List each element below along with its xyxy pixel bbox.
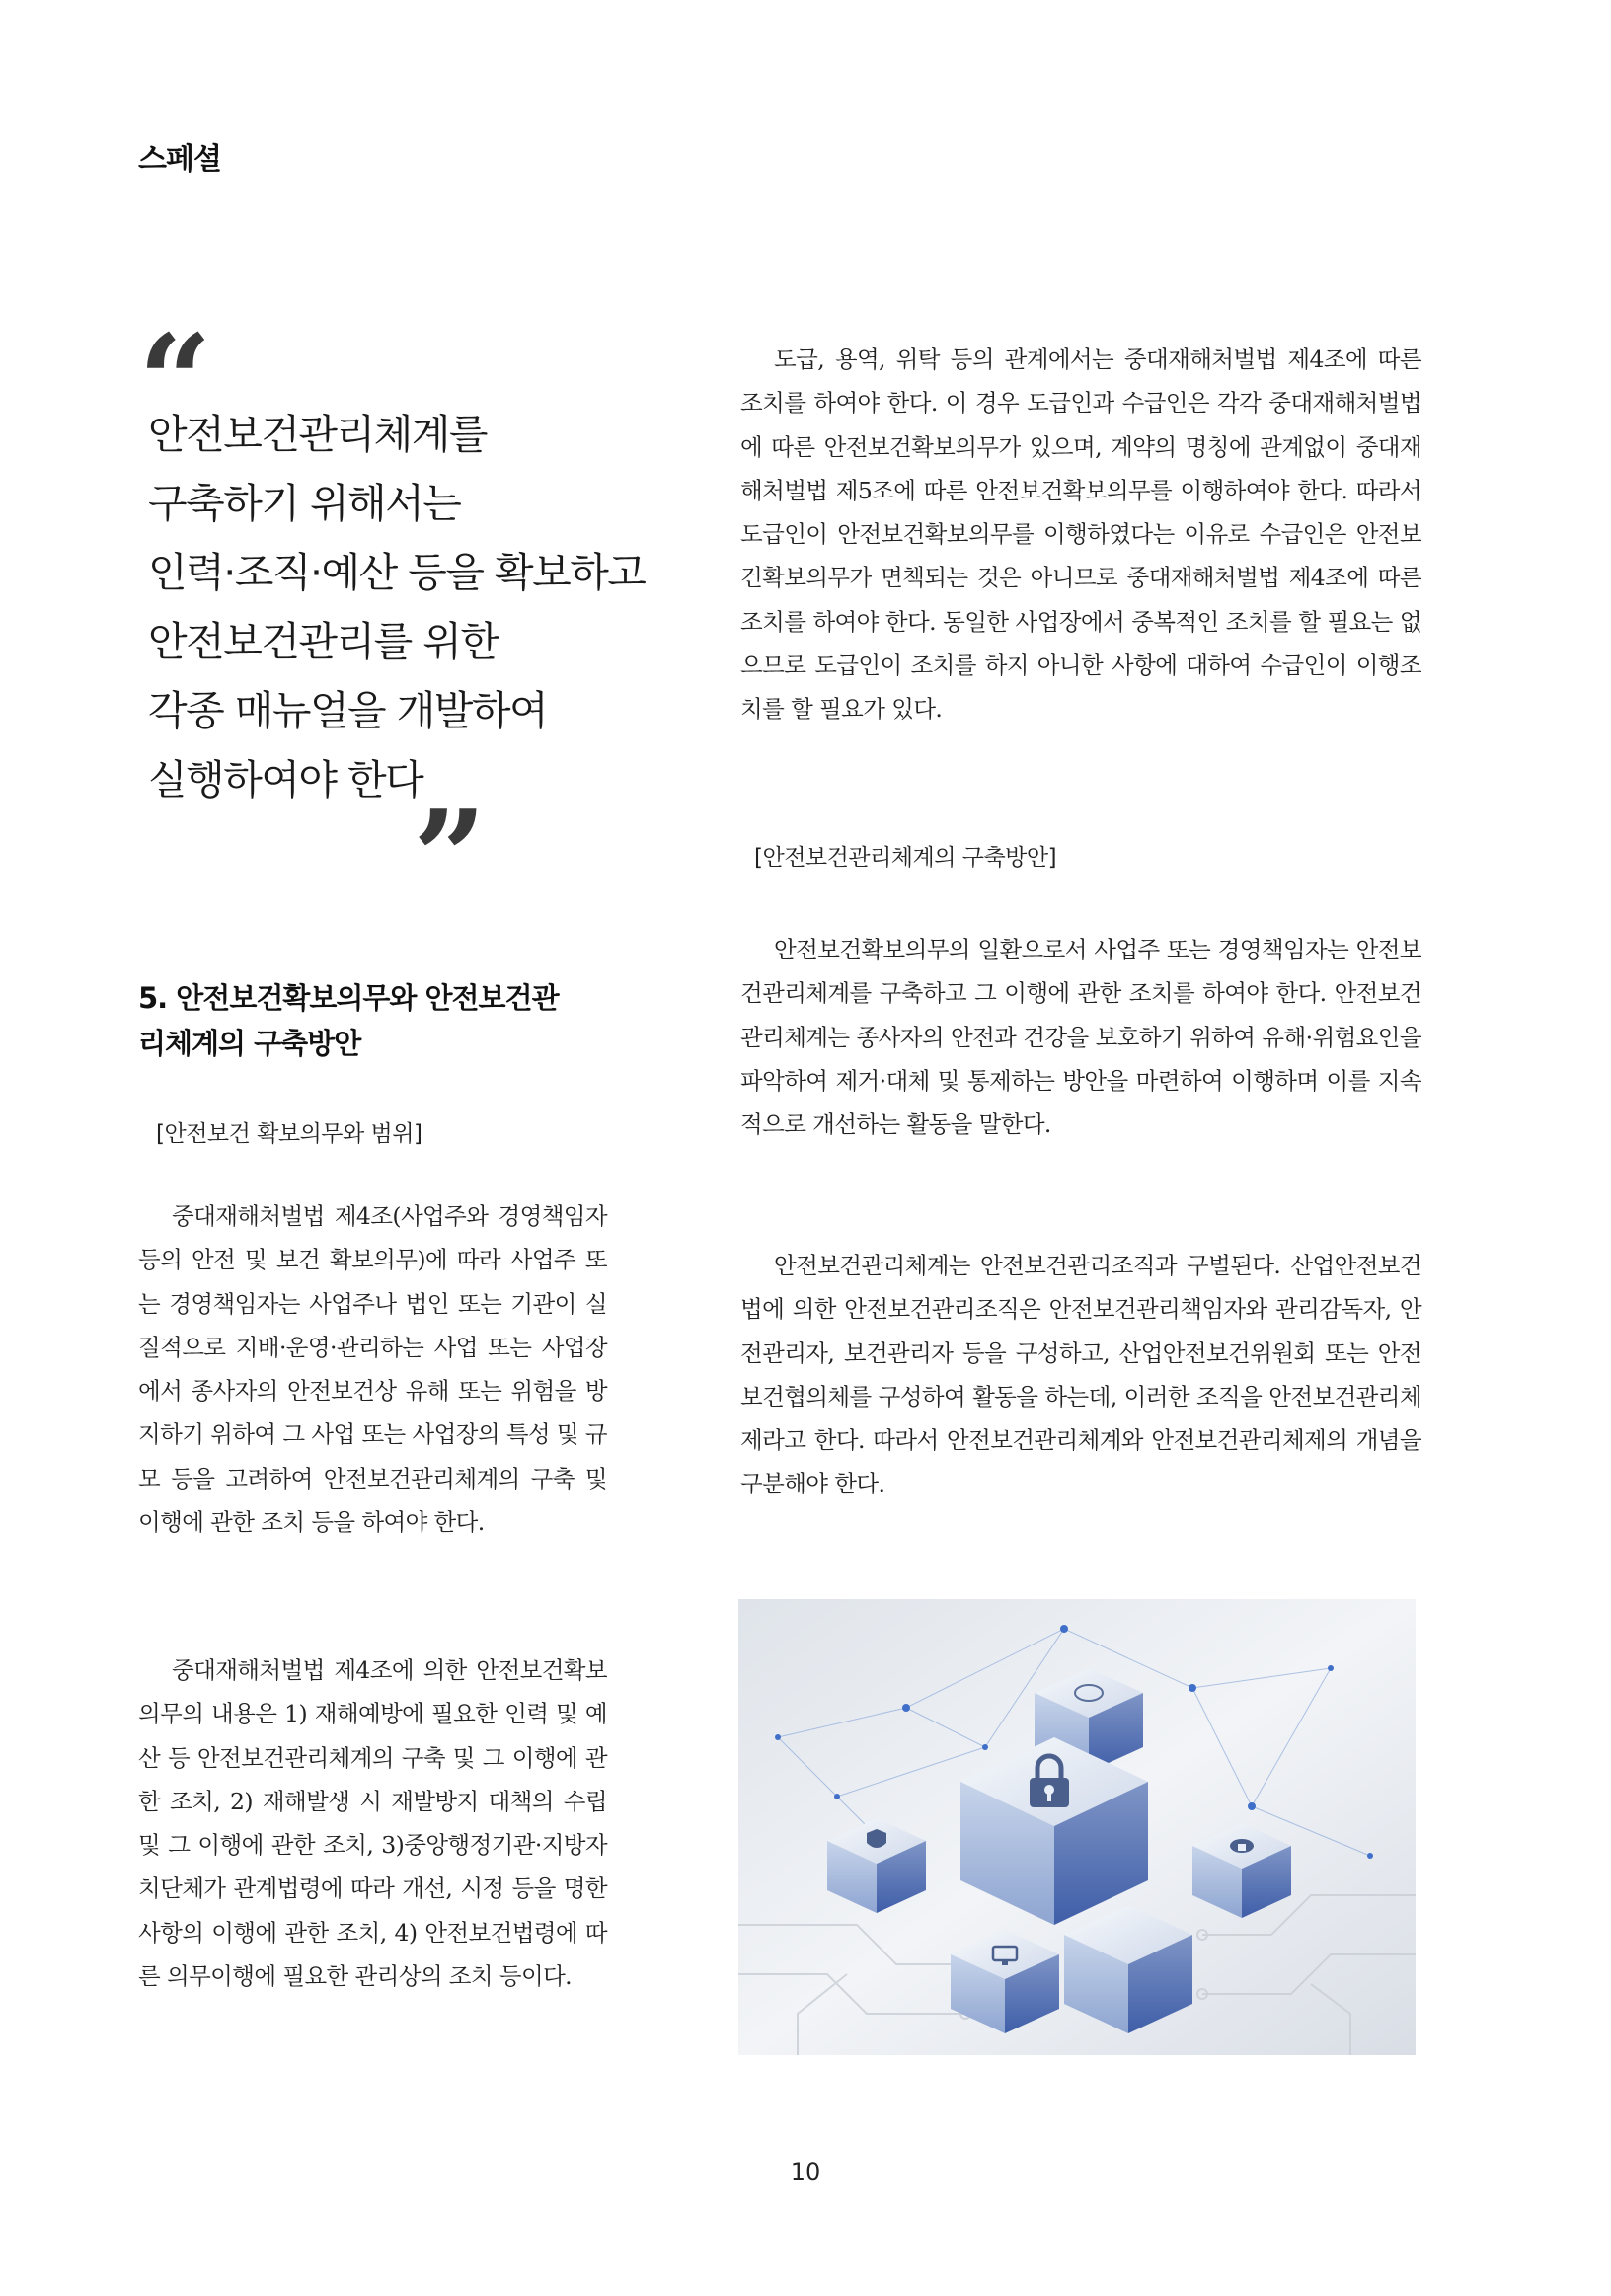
subsection-title: [안전보건 확보의무와 범위] — [156, 1121, 422, 1147]
section-heading-line: 5. 안전보건확보의무와 안전보건관 — [138, 981, 559, 1015]
section-heading — [138, 975, 622, 1066]
pull-quote-line: 실행하여야 한다 — [148, 756, 423, 804]
pull-quote — [148, 400, 701, 814]
body-paragraph: 중대재해처벌법 제4조에 의한 안전보건확보의무의 내용은 1) 재해예방에 필요한 인력 및 예산 등 안전보건관리체계의 구축 및 그 이행에 관한 조치, 2) 재해발생 시 재발방지 대책의 수립 및 그 이행에 관한 조치, 3)중앙행정기관·지방자치단체가 관계법령에 따라 개선, 시정 등을 명한 사항의 이행에 관한 조치, 4) 안전보건법령에 따른 의무이행에 필요한 관리상의 조치 등이다. — [138, 1656, 607, 1991]
body-paragraph: 중대재해처벌법 제4조(사업주와 경영책임자등의 안전 및 보건 확보의무)에 따라 사업주 또는 경영책임자는 사업주나 법인 또는 기관이 실질적으로 지배·운영·관리하는 사업 또는 사업장에서 종사자의 안전보건상 유해 또는 위험을 방지하기 위하여 그 사업 또는 사업장의 특성 및 규모 등을 고려하여 안전보건관리체계의 구축 및 이행에 관한 조치 등을 하여야 한다. — [138, 1202, 607, 1537]
close-quote-mark: ” — [413, 782, 487, 933]
pull-quote-line: 구축하기 위해서는 — [148, 480, 461, 527]
page-number: 10 — [790, 2158, 821, 2185]
section-label: 스페셜 — [138, 142, 221, 177]
subsection-title: [안전보건관리체계의 구축방안] — [754, 845, 1057, 871]
pull-quote-line: 각종 매뉴얼을 개발하여 — [148, 687, 548, 734]
shield-icon — [867, 1829, 886, 1848]
body-paragraph: 안전보건관리체계는 안전보건관리조직과 구별된다. 산업안전보건법에 의한 안전보건관리조직은 안전보건관리책임자와 관리감독자, 안전관리자, 보건관리자 등을 구성하고, 산업안전보건위원회 또는 안전보건협의체를 구성하여 활동을 하는데, 이러한 조직을 안전보건관리체제라고 한다. 따라서 안전보건관리체계와 안전보건관리체제의 개념을 구분해야 한다. — [740, 1252, 1421, 1498]
section-heading-line: 리체계의 구축방안 — [138, 1027, 361, 1060]
body-paragraph: 도급, 용역, 위탁 등의 관계에서는 중대재해처벌법 제4조에 따른 조치를 하여야 한다. 이 경우 도급인과 수급인은 각각 중대재해처벌법에 따른 안전보건확보의무가 있으며, 계약의 명칭에 관계없이 중대재해처벌법 제5조에 따른 안전보건확보의무를 이행하여야 한다. 따라서 도급인이 안전보건확보의무를 이행하였다는 이유로 수급인은 안전보건확보의무가 면책되는 것은 아니므로 중대재해처벌법 제4조에 따른 조치를 하여야 한다. 동일한 사업장에서 중복적인 조치를 할 필요는 없으므로 도급인이 조치를 하지 아니한 사항에 대하여 수급인이 이행조치를 할 필요가 있다. — [740, 345, 1421, 724]
security-cubes-svg — [738, 1599, 1416, 2055]
cloud-lock-icon — [1230, 1839, 1254, 1853]
pull-quote-line: 인력·조직·예산 등을 확보하고 — [148, 549, 646, 596]
pull-quote-line: 안전보건관리체계를 — [148, 411, 487, 458]
security-cubes-illustration — [738, 1599, 1416, 2055]
open-quote-mark: “ — [138, 306, 212, 457]
pull-quote-line: 안전보건관리를 위한 — [148, 618, 499, 665]
body-paragraph: 안전보건확보의무의 일환으로서 사업주 또는 경영책임자는 안전보건관리체계를 구축하고 그 이행에 관한 조치를 하여야 한다. 안전보건관리체계는 종사자의 안전과 건강을 보호하기 위하여 유해·위험요인을 파악하여 제거·대체 및 통제하는 방안을 마련하여 이행하며 이를 지속적으로 개선하는 활동을 말한다. — [740, 936, 1421, 1139]
